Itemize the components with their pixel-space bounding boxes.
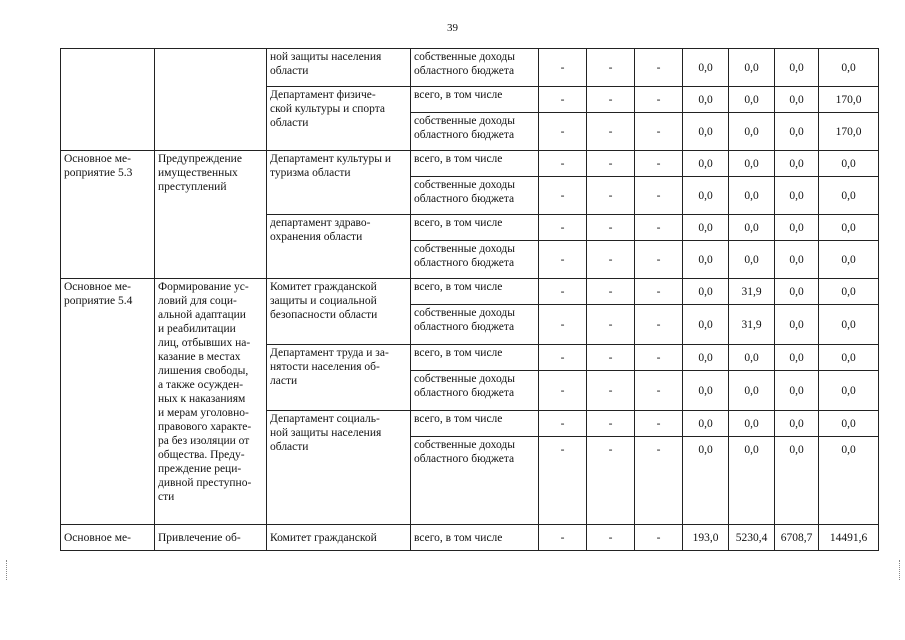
value-cell: 0,0	[729, 241, 775, 279]
dash-cell: -	[587, 279, 635, 305]
value-cell: 0,0	[819, 305, 879, 345]
dash-cell: -	[635, 215, 683, 241]
dash-cell: -	[587, 241, 635, 279]
source-cell: собственные доходы областного бюджета	[411, 371, 539, 411]
title-cell: Формирование ус- ловий для соци- альной адаптации и реабилитации лиц, отбывших на- казание в местах лишения свободы, а также осужден- ных к наказаниям и мерам уголовно- правового характе- ра без изоляции от общества. Преду- преждение реци- дивной преступно- сти	[155, 279, 267, 525]
dash-cell: -	[587, 177, 635, 215]
value-cell: 0,0	[819, 411, 879, 437]
source-cell: всего, в том числе	[411, 87, 539, 113]
dash-cell: -	[587, 525, 635, 551]
dash-cell: -	[635, 437, 683, 525]
dash-cell: -	[587, 49, 635, 87]
value-cell: 5230,4	[729, 525, 775, 551]
dash-cell: -	[539, 345, 587, 371]
executor-cell: Комитет гражданской	[267, 525, 411, 551]
value-cell: 0,0	[819, 371, 879, 411]
measure-cell: Основное ме-	[61, 525, 155, 551]
source-cell: всего, в том числе	[411, 411, 539, 437]
measure-cell: Основное ме- роприятие 5.4	[61, 279, 155, 525]
source-cell: собственные доходы областного бюджета	[411, 241, 539, 279]
scan-edge-mark	[899, 560, 901, 580]
source-cell: всего, в том числе	[411, 279, 539, 305]
executor-cell: Департамент социаль- ной защиты населения области	[267, 411, 411, 525]
executor-cell: Департамент физиче- ской культуры и спорта области	[267, 87, 411, 151]
value-cell: 170,0	[819, 87, 879, 113]
value-cell: 0,0	[729, 371, 775, 411]
dash-cell: -	[635, 279, 683, 305]
value-cell: 0,0	[819, 49, 879, 87]
dash-cell: -	[539, 177, 587, 215]
dash-cell: -	[635, 151, 683, 177]
value-cell: 0,0	[729, 345, 775, 371]
value-cell: 0,0	[683, 113, 729, 151]
value-cell: 0,0	[775, 305, 819, 345]
dash-cell: -	[587, 371, 635, 411]
value-cell: 0,0	[775, 241, 819, 279]
value-cell: 0,0	[683, 215, 729, 241]
executor-cell: департамент здраво- охранения области	[267, 215, 411, 279]
source-cell: собственные доходы областного бюджета	[411, 113, 539, 151]
measure-cell: Основное ме- роприятие 5.3	[61, 151, 155, 279]
value-cell: 0,0	[819, 151, 879, 177]
value-cell: 0,0	[819, 177, 879, 215]
dash-cell: -	[635, 305, 683, 345]
dash-cell: -	[539, 87, 587, 113]
value-cell: 0,0	[729, 437, 775, 525]
value-cell: 0,0	[729, 215, 775, 241]
source-cell: всего, в том числе	[411, 345, 539, 371]
value-cell: 0,0	[683, 151, 729, 177]
value-cell: 0,0	[683, 371, 729, 411]
value-cell: 0,0	[775, 371, 819, 411]
dash-cell: -	[539, 49, 587, 87]
value-cell: 0,0	[683, 241, 729, 279]
title-cell	[155, 49, 267, 151]
value-cell: 0,0	[683, 279, 729, 305]
value-cell: 14491,6	[819, 525, 879, 551]
value-cell: 0,0	[819, 437, 879, 525]
value-cell: 0,0	[729, 151, 775, 177]
value-cell: 0,0	[775, 49, 819, 87]
value-cell: 0,0	[775, 411, 819, 437]
dash-cell: -	[539, 371, 587, 411]
dash-cell: -	[587, 87, 635, 113]
value-cell: 0,0	[683, 305, 729, 345]
dash-cell: -	[587, 411, 635, 437]
dash-cell: -	[539, 279, 587, 305]
value-cell: 0,0	[775, 215, 819, 241]
value-cell: 31,9	[729, 305, 775, 345]
value-cell: 170,0	[819, 113, 879, 151]
dash-cell: -	[587, 151, 635, 177]
dash-cell: -	[587, 305, 635, 345]
dash-cell: -	[635, 87, 683, 113]
value-cell: 0,0	[683, 345, 729, 371]
value-cell: 0,0	[775, 87, 819, 113]
value-cell: 0,0	[819, 279, 879, 305]
value-cell: 0,0	[775, 279, 819, 305]
dash-cell: -	[587, 345, 635, 371]
value-cell: 0,0	[683, 49, 729, 87]
value-cell: 0,0	[729, 49, 775, 87]
table-row	[61, 279, 879, 305]
value-cell: 31,9	[729, 279, 775, 305]
executor-cell: Департамент культуры и туризма области	[267, 151, 411, 215]
source-cell: всего, в том числе	[411, 215, 539, 241]
dash-cell: -	[539, 151, 587, 177]
source-cell: собственные доходы областного бюджета	[411, 49, 539, 87]
dash-cell: -	[635, 345, 683, 371]
dash-cell: -	[539, 437, 587, 525]
dash-cell: -	[635, 49, 683, 87]
source-cell: собственные доходы областного бюджета	[411, 177, 539, 215]
value-cell: 0,0	[729, 87, 775, 113]
table-row	[61, 49, 879, 87]
value-cell: 0,0	[729, 177, 775, 215]
source-cell: всего, в том числе	[411, 151, 539, 177]
value-cell: 0,0	[775, 113, 819, 151]
dash-cell: -	[539, 305, 587, 345]
value-cell: 0,0	[775, 177, 819, 215]
dash-cell: -	[587, 113, 635, 151]
value-cell: 0,0	[819, 345, 879, 371]
dash-cell: -	[539, 215, 587, 241]
dash-cell: -	[539, 525, 587, 551]
value-cell: 0,0	[819, 241, 879, 279]
dash-cell: -	[635, 371, 683, 411]
dash-cell: -	[635, 525, 683, 551]
executor-cell: Департамент труда и за- нятости населения об- ласти	[267, 345, 411, 411]
dash-cell: -	[635, 113, 683, 151]
scan-edge-mark	[6, 560, 8, 580]
value-cell: 0,0	[775, 437, 819, 525]
value-cell: 193,0	[683, 525, 729, 551]
value-cell: 0,0	[683, 411, 729, 437]
value-cell: 0,0	[683, 87, 729, 113]
value-cell: 0,0	[683, 177, 729, 215]
value-cell: 0,0	[775, 345, 819, 371]
measure-cell	[61, 49, 155, 151]
value-cell: 0,0	[819, 215, 879, 241]
value-cell: 0,0	[729, 113, 775, 151]
table-row	[61, 525, 879, 551]
dash-cell: -	[539, 411, 587, 437]
source-cell: собственные доходы областного бюджета	[411, 305, 539, 345]
executor-cell: Комитет гражданской защиты и социальной безопасности области	[267, 279, 411, 345]
source-cell: собственные доходы областного бюджета	[411, 437, 539, 525]
dash-cell: -	[539, 113, 587, 151]
executor-cell: ной защиты населения области	[267, 49, 411, 87]
dash-cell: -	[635, 411, 683, 437]
value-cell: 0,0	[683, 437, 729, 525]
dash-cell: -	[635, 177, 683, 215]
value-cell: 0,0	[775, 151, 819, 177]
table-row	[61, 151, 879, 177]
page-number: 39	[447, 22, 458, 34]
dash-cell: -	[539, 241, 587, 279]
dash-cell: -	[635, 241, 683, 279]
title-cell: Предупреждение имущественных преступлений	[155, 151, 267, 279]
title-cell: Привлечение об-	[155, 525, 267, 551]
source-cell: всего, в том числе	[411, 525, 539, 551]
budget-table	[60, 48, 879, 551]
value-cell: 6708,7	[775, 525, 819, 551]
dash-cell: -	[587, 437, 635, 525]
dash-cell: -	[587, 215, 635, 241]
value-cell: 0,0	[729, 411, 775, 437]
